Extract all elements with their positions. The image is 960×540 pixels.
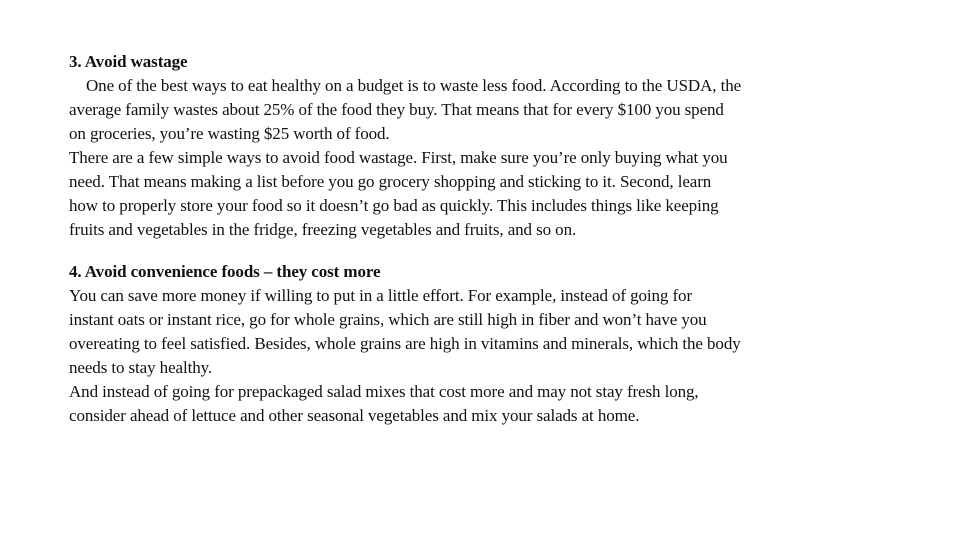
section-heading: 4. Avoid convenience foods – they cost more (69, 262, 381, 281)
paragraph-line: average family wastes about 25% of the food they buy. That means that for every $100 you spend (69, 100, 724, 119)
paragraph-line: And instead of going for prepackaged salad mixes that cost more and may not stay fresh long, (69, 382, 699, 401)
paragraph-line: One of the best ways to eat healthy on a budget is to waste less food. According to the USDA, the (86, 76, 742, 95)
paragraph-line: need. That means making a list before you go grocery shopping and sticking to it. Second, learn (69, 172, 712, 191)
paragraph-line: fruits and vegetables in the fridge, freezing vegetables and fruits, and so on. (69, 220, 577, 239)
paragraph-line: needs to stay healthy. (69, 358, 213, 377)
section-avoid-convenience-foods (69, 260, 741, 428)
section-avoid-wastage (69, 50, 741, 242)
paragraph-line: on groceries, you’re wasting $25 worth of food. (69, 124, 390, 143)
paragraph-line: instant oats or instant rice, go for whole grains, which are still high in fiber and won’t have you (69, 310, 707, 329)
paragraph-line: how to properly store your food so it doesn’t go bad as quickly. This includes things like keeping (69, 196, 719, 215)
paragraph-line: consider ahead of lettuce and other seasonal vegetables and mix your salads at home. (69, 406, 640, 425)
paragraph-line: You can save more money if willing to put in a little effort. For example, instead of going for (69, 286, 693, 305)
paragraph-line: overeating to feel satisfied. Besides, whole grains are high in vitamins and minerals, which the body (69, 334, 741, 353)
paragraph-line: There are a few simple ways to avoid food wastage. First, make sure you’re only buying what you (69, 148, 728, 167)
section-heading: 3. Avoid wastage (69, 52, 188, 71)
